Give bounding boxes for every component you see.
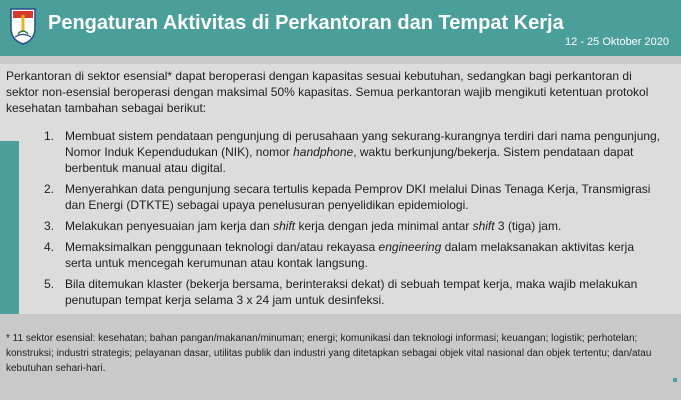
item-emphasis: shift <box>472 219 495 233</box>
corner-marker <box>673 378 677 382</box>
item-text: , waktu berkunjung/bekerja. Sistem pendataan dapat berbentuk manual atau digital. <box>65 145 634 175</box>
item-text: Menyerahkan data pengunjung secara tertulis kepada Pemprov DKI melalui Dinas Tenaga Kerja, Transmigrasi dan Energi (DTKTE) sebagai upaya penelusuran penyelidikan epidemiologi. <box>65 182 651 212</box>
item-text: kerja dengan jeda minimal antar <box>295 219 473 233</box>
item-emphasis: handphone <box>293 145 354 159</box>
list-item <box>44 181 664 213</box>
list-item <box>44 276 664 308</box>
item-number: 5. <box>44 277 55 291</box>
page-title: Pengaturan Aktivitas di Perkantoran dan Tempat Kerja <box>48 12 564 34</box>
list-item <box>44 128 664 176</box>
item-text: dalam melaksanakan aktivitas kerja serta untuk mencegah kerumunan atau kontak langsung. <box>65 240 635 270</box>
accent-side-bar <box>0 141 19 314</box>
item-number: 2. <box>44 182 55 196</box>
item-number: 3. <box>44 219 55 233</box>
item-number: 1. <box>44 129 55 143</box>
item-text: Melakukan penyesuaian jam kerja dan <box>65 219 274 233</box>
date-range: 12 - 25 Oktober 2020 <box>565 36 669 48</box>
item-emphasis: engineering <box>378 240 442 254</box>
list-item <box>44 239 664 271</box>
item-text: 3 (tiga) jam. <box>494 219 562 233</box>
protocol-list <box>44 128 664 313</box>
footnote: * 11 sektor esensial: kesehatan; bahan pangan/makanan/minuman; energi; komunikasi dan teknologi informasi; keuangan; logistik; perhotelan; konstruksi; industri strategis; pelayanan dasar, utilitas publik dan industri yang ditetapkan sebagai objek vital nasional dan objek tertentu; dan/atau kebutuhan sehari-hari. <box>6 333 652 374</box>
item-emphasis: shift <box>273 219 296 233</box>
jakarta-emblem-icon <box>8 6 38 46</box>
item-text: Membuat sistem pendataan pengunjung di perusahaan yang sekurang-kurangnya terdiri dari nama pengunjung, Nomor Induk Kependudukan (NIK), nomor <box>65 129 661 159</box>
header-bar <box>0 0 681 56</box>
item-text: Bila ditemukan klaster (bekerja bersama, berinteraksi dekat) di sebuah tempat kerja, maka wajib melakukan penutupan tempat kerja selama 3 x 24 jam untuk desinfeksi. <box>65 277 638 307</box>
item-text: Memaksimalkan penggunaan teknologi dan/atau rekayasa <box>65 240 379 254</box>
item-number: 4. <box>44 240 55 254</box>
list-item <box>44 218 664 234</box>
intro-paragraph: Perkantoran di sektor esensial* dapat beroperasi dengan kapasitas sesuai kebutuhan, sedangkan bagi perkantoran di sektor non-esensial beroperasi dengan maksimal 50% kapasitas. Semua perkantoran wajib mengikuti ketentuan protokol kesehatan tambahan sebagai berikut: <box>6 69 649 115</box>
